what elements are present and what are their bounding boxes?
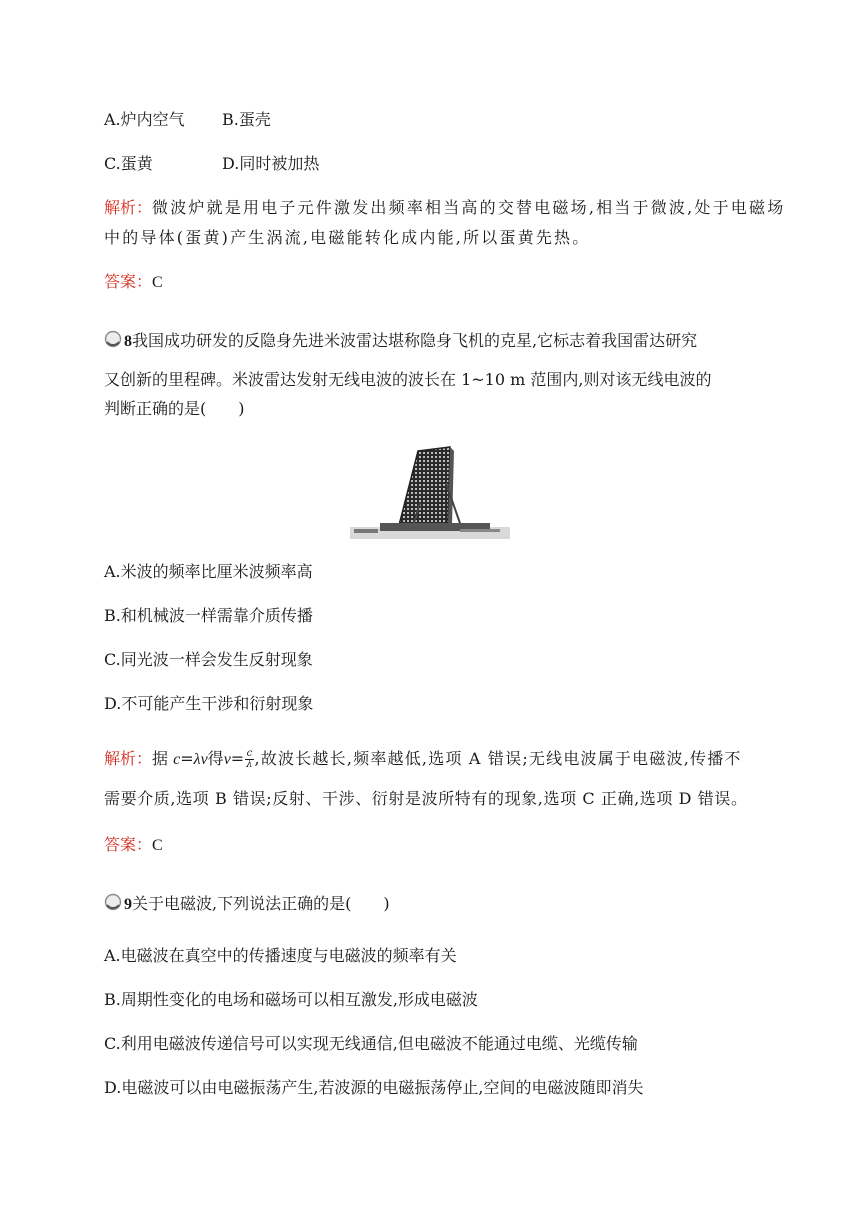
q9-option-c: C.利用电磁波传递信号可以实现无线通信,但电磁波不能通过电缆、光缆传输 (104, 1034, 638, 1053)
question-marker-icon (104, 893, 122, 911)
question-marker-icon (104, 330, 122, 348)
meter-wave-radar-photo (350, 443, 510, 539)
q7-analysis-line1 (104, 197, 785, 219)
analysis-text: ,故波长越长,频率越低,选项 A 错误;无线电波属于电磁波,传播不 (254, 749, 742, 768)
formula-v: v (200, 751, 208, 768)
q8-stem-line3: 判断正确的是( ) (104, 399, 245, 418)
q8-option-c: C.同光波一样会发生反射现象 (104, 650, 313, 669)
q9-stem (124, 893, 390, 916)
analysis-text: 微波炉就是用电子元件激发出频率相当高的交替电磁场,相当于微波,处于电磁场 (152, 198, 786, 217)
answer-value: C (152, 837, 163, 854)
answer-label: 答案： (104, 835, 153, 854)
q7-analysis-line2: 中的导体(蛋黄)产生涡流,电磁能转化成内能,所以蛋黄先热。 (104, 228, 591, 247)
q8-analysis-line2: 需要介质,选项 B 错误;反射、干涉、衍射是波所特有的现象,选项 C 正确,选项 D 错误。 (104, 789, 748, 808)
q7-option-b: B.蛋壳 (222, 110, 271, 129)
fraction-numerator: c (246, 748, 253, 759)
q9-option-a: A.电磁波在真空中的传播速度与电磁波的频率有关 (104, 946, 457, 965)
answer-label: 答案： (104, 272, 153, 291)
fraction-denominator: λ (246, 759, 253, 770)
q8-stem-line2: 又创新的里程碑。米波雷达发射无线电波的波长在 1~10 m 范围内,则对该无线电波的 (104, 370, 712, 389)
analysis-label: 解析： (104, 749, 153, 768)
question-number: 9 (124, 896, 132, 913)
analysis-text-pre: 据 (152, 749, 174, 768)
q8-option-d: D.不可能产生干涉和衍射现象 (104, 694, 314, 713)
q7-option-c: C.蛋黄 (104, 154, 153, 173)
formula-equals2: = (230, 749, 245, 768)
formula-de: 得 (207, 749, 224, 768)
q8-stem-text: 我国成功研发的反隐身先进米波雷达堪称隐身飞机的克星,它标志着我国雷达研究 (132, 331, 698, 350)
formula-v2: v (223, 751, 231, 768)
q8-answer (104, 834, 163, 857)
q8-option-b: B.和机械波一样需靠介质传播 (104, 606, 313, 625)
formula-c: c (173, 751, 181, 768)
formula-fraction (245, 749, 253, 770)
q8-stem-line1 (124, 330, 697, 353)
formula-lambda: λ (193, 751, 201, 768)
q9-option-b: B.周期性变化的电场和磁场可以相互激发,形成电磁波 (104, 990, 478, 1009)
formula-equals: = (180, 749, 194, 768)
analysis-label: 解析： (104, 198, 153, 217)
question-number: 8 (124, 333, 132, 350)
q9-option-d: D.电磁波可以由电磁振荡产生,若波源的电磁振荡停止,空间的电磁波随即消失 (104, 1078, 644, 1097)
q9-stem-text: 关于电磁波,下列说法正确的是( ) (132, 894, 390, 913)
q7-option-d: D.同时被加热 (222, 154, 320, 173)
q8-option-a: A.米波的频率比厘米波频率高 (104, 562, 313, 581)
answer-value: C (152, 274, 163, 291)
q7-option-a: A.炉内空气 (104, 110, 185, 129)
q7-answer (104, 271, 163, 294)
q8-analysis-line1 (104, 748, 742, 771)
